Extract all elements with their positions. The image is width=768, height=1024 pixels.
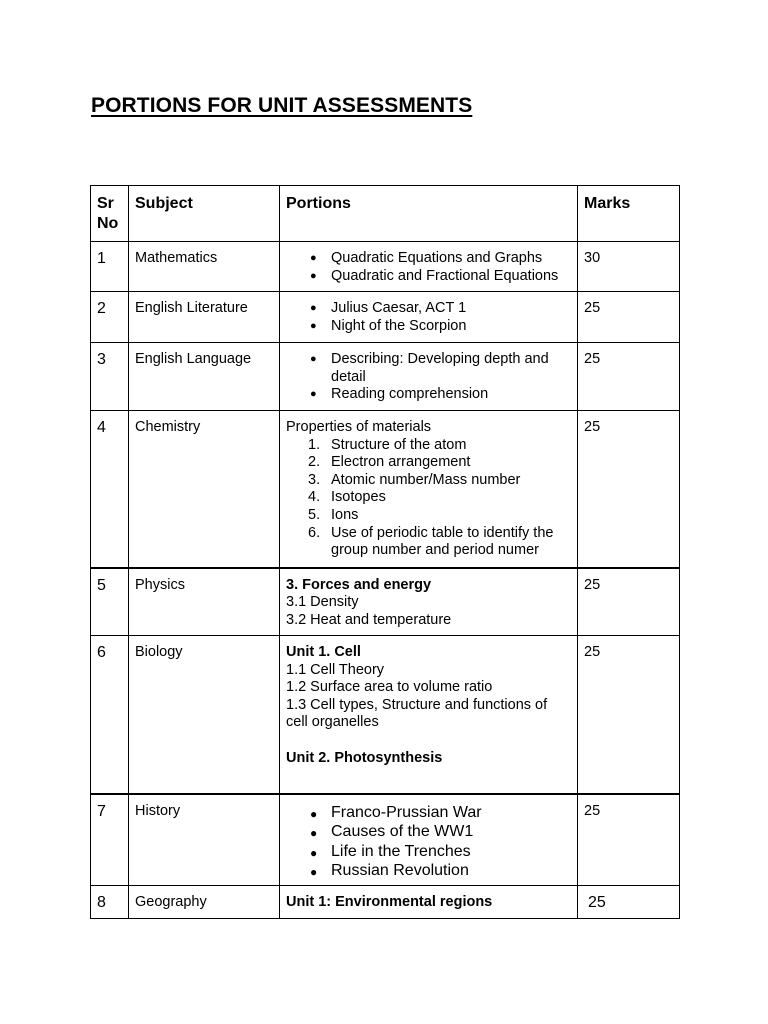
marks-cell: 25 (578, 886, 680, 919)
marks-cell: 25 (578, 292, 680, 343)
subject-cell: History (129, 794, 280, 886)
bullet-icon: ● (310, 353, 317, 365)
marks-cell: 25 (578, 636, 680, 794)
subject-cell: Geography (129, 886, 280, 919)
list-item: ● Quadratic Equations and Graphs (310, 250, 543, 266)
header-portions: Portions (280, 186, 578, 242)
list-item: ● Julius Caesar, ACT 1 (310, 300, 467, 316)
portions-cell (280, 242, 578, 292)
sr-no-cell: 1 (91, 242, 129, 292)
portion-line: 3.2 Heat and temperature (286, 611, 452, 628)
table-row (91, 636, 680, 794)
portion-line: 3.1 Density (286, 594, 359, 611)
portion-heading: 3. Forces and energy (286, 576, 432, 593)
sr-no-cell: 2 (91, 292, 129, 343)
marks-cell: 25 (578, 794, 680, 886)
portion-heading: Unit 2. Photosynthesis (286, 749, 443, 766)
subject-cell: Physics (129, 568, 280, 636)
bullet-icon: ● (310, 865, 318, 879)
header-subject: Subject (129, 186, 280, 242)
bullet-icon: ● (310, 388, 317, 401)
portion-line: 1.1 Cell Theory (286, 661, 385, 678)
list-item: ● Quadratic and Fractional Equations (310, 267, 559, 284)
bullet-icon: ● (310, 252, 317, 264)
bullet-icon: ● (310, 826, 318, 840)
table-row (91, 568, 680, 636)
portions-cell (280, 292, 578, 343)
sr-no-cell: 5 (91, 568, 129, 636)
subject-cell: Chemistry (129, 411, 280, 568)
bullet-icon: ● (310, 319, 317, 332)
sr-no-cell: 8 (91, 886, 129, 919)
portion-heading: Unit 1. Cell (286, 644, 361, 660)
portions-cell (280, 343, 578, 411)
sr-no-cell: 6 (91, 636, 129, 794)
list-item: 6. Use of periodic table to identify the group number and period numer (308, 524, 554, 559)
marks-cell: 25 (578, 343, 680, 411)
table-row (91, 242, 680, 292)
subject-cell: English Language (129, 343, 280, 411)
bullet-icon: ● (310, 845, 318, 860)
list-item: 1. Structure of the atom (308, 436, 467, 453)
portions-cell (280, 794, 578, 886)
subject-cell: English Literature (129, 292, 280, 343)
marks-cell: 30 (578, 242, 680, 292)
header-sr-no: Sr No (91, 186, 129, 242)
marks-cell: 25 (578, 568, 680, 636)
list-item: 5. Ions (308, 506, 359, 523)
table-row (91, 343, 680, 411)
list-item: ● Night of the Scorpion (310, 317, 467, 334)
list-item: ● Reading comprehension (310, 386, 489, 403)
bullet-icon: ● (310, 302, 317, 314)
list-item: 4. Isotopes (308, 489, 386, 506)
portions-cell (280, 411, 578, 568)
table-row (91, 886, 680, 919)
list-item: 2. Electron arrangement (308, 454, 471, 471)
marks-cell: 25 (578, 411, 680, 568)
list-item: 3. Atomic number/Mass number (308, 471, 521, 488)
portions-cell (280, 568, 578, 636)
portions-table (90, 185, 680, 919)
list-item: ● Russian Revolution (286, 861, 571, 881)
table-row (91, 292, 680, 343)
subject-cell: Mathematics (129, 242, 280, 292)
bullet-icon: ● (310, 806, 318, 821)
portion-line: 1.3 Cell types, Structure and functions of cell organelles (286, 696, 548, 731)
portion-heading: Properties of materials (286, 419, 432, 435)
subject-cell: Biology (129, 636, 280, 794)
list-item: ● Life in the Trenches (286, 842, 571, 862)
list-item: ● Franco-Prussian War (286, 803, 571, 823)
header-marks: Marks (578, 186, 680, 242)
bullet-icon: ● (310, 269, 317, 282)
sr-no-cell: 3 (91, 343, 129, 411)
table-row (91, 411, 680, 568)
sr-no-cell: 4 (91, 411, 129, 568)
portion-heading: Unit 1: Environmental regions (286, 894, 493, 910)
header-row (91, 186, 680, 242)
portion-line: 1.2 Surface area to volume ratio (286, 679, 493, 696)
portions-cell (280, 636, 578, 794)
table-row (91, 794, 680, 886)
sr-no-cell: 7 (91, 794, 129, 886)
portions-cell (280, 886, 578, 919)
list-item: ● Causes of the WW1 (286, 822, 571, 842)
list-item: ● Describing: Developing depth and detail (310, 351, 549, 385)
page-title: PORTIONS FOR UNIT ASSESSMENTS (91, 94, 473, 117)
